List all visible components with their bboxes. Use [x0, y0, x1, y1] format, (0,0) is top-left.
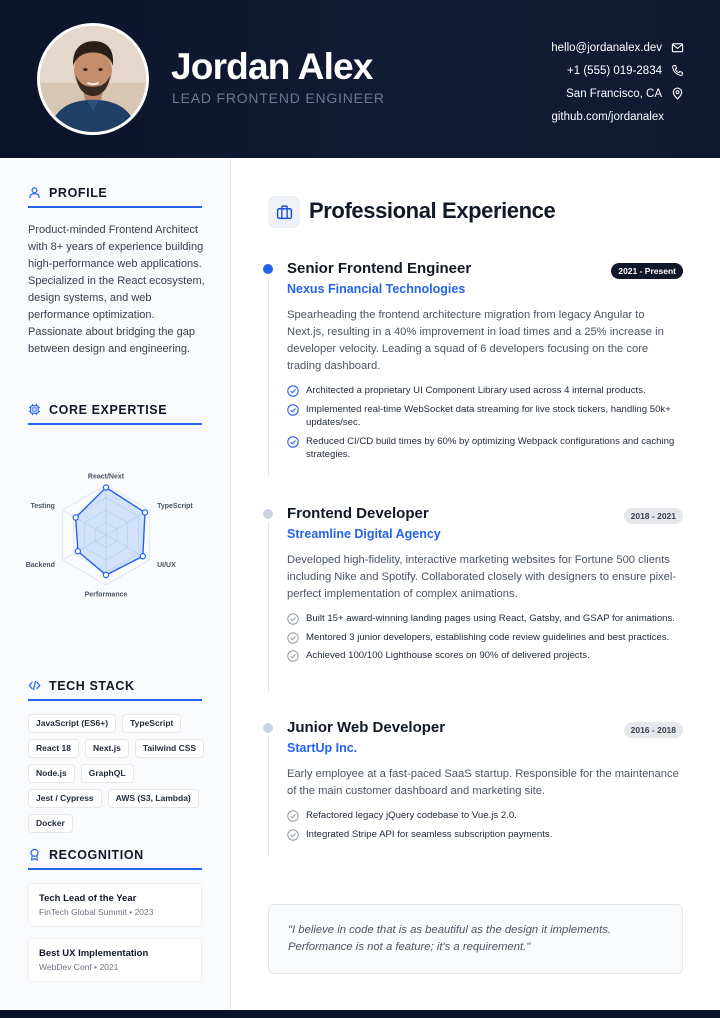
profile-title: PROFILE: [49, 186, 108, 200]
personal-quote: "I believe in code that is as beautiful as the design it implements. Performance is not a feature; it's a requirement.": [268, 904, 683, 974]
check-circle-icon: [287, 829, 299, 841]
briefcase-icon: [268, 196, 300, 228]
contact-github[interactable]: [551, 105, 684, 128]
job-description: Developed high-fidelity, interactive marketing websites for Fortune 500 clients including Nike and Spotify. Collaborated closely with designers to ensure pixel-perfect implementation of complex animations.: [287, 554, 677, 600]
award-title: Best UX Implementation: [39, 948, 149, 959]
radar-data-point: [73, 515, 78, 520]
timeline-dot-active: [263, 264, 273, 274]
achievement-text: Refactored legacy jQuery codebase to Vue.js 2.0.: [306, 810, 517, 821]
chip-icon: [28, 403, 41, 416]
achievement-text: Architected a proprietary UI Component Library used across 4 internal products.: [306, 385, 646, 396]
job-description: Early employee at a fast-paced SaaS startup. Responsible for the maintenance of the main customer dashboard and marketing site.: [287, 768, 679, 797]
check-circle-icon: [287, 404, 299, 416]
achievement-item: [287, 435, 687, 462]
achievement-item: [287, 809, 687, 823]
recognition-heading: [28, 848, 202, 870]
contact-phone[interactable]: [551, 59, 684, 82]
job-title: Senior Frontend Engineer: [287, 260, 472, 277]
date-badge: 2018 - 2021: [624, 508, 683, 524]
achievement-text: Built 15+ award-winning landing pages using React, Gatsby, and GSAP for animations.: [306, 613, 675, 624]
check-circle-icon: [287, 810, 299, 822]
radar-data-point: [75, 549, 80, 554]
achievement-list: [287, 612, 687, 668]
award-card: [28, 938, 202, 982]
award-subtitle: WebDev Conf • 2021: [39, 962, 119, 972]
check-circle-icon: [287, 385, 299, 397]
tech-chip: TypeScript: [122, 714, 181, 733]
achievement-list: [287, 809, 687, 846]
tech-chip: AWS (S3, Lambda): [108, 789, 199, 808]
expertise-title: CORE EXPERTISE: [49, 403, 168, 417]
achievement-text: Reduced CI/CD build times by 60% by optimizing Webpack configurations and caching strategies.: [306, 435, 675, 460]
expertise-radar-chart: [20, 470, 210, 600]
radar-data-point: [142, 510, 147, 515]
radar-axis-label: Testing: [30, 503, 55, 510]
code-icon: [28, 679, 41, 692]
date-badge: 2021 - Present: [611, 263, 683, 279]
avatar-portrait: [40, 26, 146, 132]
achievement-item: [287, 384, 687, 398]
company-name: Streamline Digital Agency: [287, 527, 441, 541]
radar-data-point: [103, 572, 108, 577]
radar-axis-label: React/Next: [87, 473, 125, 481]
phone-text[interactable]: +1 (555) 019-2834: [567, 64, 662, 77]
check-circle-icon: [287, 613, 299, 625]
candidate-name: Jordan Alex: [171, 46, 373, 87]
radar-axis-label: Backend: [25, 562, 55, 569]
achievement-item: [287, 631, 687, 645]
contact-list: [551, 36, 684, 128]
location-icon: [671, 87, 684, 100]
date-badge: 2016 - 2018: [624, 722, 683, 738]
tech-chip: GraphQL: [81, 764, 134, 783]
tech-heading: [28, 679, 202, 701]
mail-icon: [671, 41, 684, 54]
tech-chip: JavaScript (ES6+): [28, 714, 116, 733]
tech-chip: Tailwind CSS: [135, 739, 204, 758]
achievement-text: Achieved 100/100 Lighthouse scores on 90% of delivered projects.: [306, 650, 590, 661]
contact-location: [551, 82, 684, 105]
contact-email[interactable]: [551, 36, 684, 59]
candidate-role: LEAD FRONTEND ENGINEER: [172, 90, 385, 106]
phone-icon: [671, 64, 684, 77]
job-description: Spearheading the frontend architecture migration from legacy Angular to Next.js, resulting in a 40% improvement in load times and a 25% increase in developer velocity. Leading a squad of 6 developers focusing on the core trading dashboard.: [287, 309, 664, 372]
award-title: Tech Lead of the Year: [39, 893, 137, 904]
check-circle-icon: [287, 650, 299, 662]
achievement-item: [287, 828, 687, 842]
footer-bar: [0, 1010, 720, 1018]
experience-title: Professional Experience: [309, 198, 556, 223]
tech-chip: Docker: [28, 814, 73, 833]
radar-axis-label: UI/UX: [157, 562, 176, 569]
check-circle-icon: [287, 436, 299, 448]
timeline-line: [268, 736, 269, 856]
achievement-text: Mentored 3 junior developers, establishing code review guidelines and best practices.: [306, 631, 670, 643]
profile-heading: [28, 186, 202, 208]
achievement-text: Integrated Stripe API for seamless subscription payments.: [306, 828, 553, 840]
expertise-heading: [28, 403, 202, 425]
check-circle-icon: [287, 632, 299, 644]
timeline-dot: [263, 509, 273, 519]
radar-data-point: [103, 485, 108, 490]
radar-axis-label: TypeScript: [157, 503, 193, 510]
timeline-line: [268, 278, 269, 476]
medal-icon: [28, 848, 41, 861]
tech-chip-list: [28, 714, 208, 833]
radar-data-point: [140, 554, 145, 559]
achievement-item: [287, 612, 687, 626]
avatar: [37, 23, 149, 135]
tech-chip: Next.js: [85, 739, 129, 758]
timeline-line: [268, 522, 269, 692]
company-name: Nexus Financial Technologies: [287, 282, 466, 296]
award-card: [28, 883, 202, 927]
recognition-title: RECOGNITION: [49, 848, 144, 862]
achievement-list: [287, 384, 687, 467]
radar-data-area: [76, 488, 145, 576]
job-title: Junior Web Developer: [287, 719, 446, 736]
email-text[interactable]: hello@jordanalex.dev: [551, 41, 662, 54]
award-subtitle: FinTech Global Summit • 2023: [39, 907, 154, 917]
company-name: StartUp Inc.: [287, 741, 358, 755]
profile-summary: Product-minded Frontend Architect with 8+ years of experience building high-performance web applications. Specialized in the React ecosystem, design systems, and web performance optimization. Passionate about bridging the gap between design and engineering.: [28, 224, 205, 355]
tech-chip: React 18: [28, 739, 79, 758]
job-title: Frontend Developer: [287, 505, 429, 522]
timeline-dot: [263, 723, 273, 733]
achievement-text: Implemented real-time WebSocket data streaming for live stock tickers, handling 50k+ updates/sec.: [306, 403, 671, 428]
tech-chip: Jest / Cypress: [28, 789, 102, 808]
location-text: San Francisco, CA: [566, 87, 662, 100]
achievement-item: [287, 649, 687, 663]
resume-header: [0, 0, 720, 158]
tech-title: TECH STACK: [49, 679, 135, 693]
tech-chip: Node.js: [28, 764, 75, 783]
achievement-item: [287, 403, 687, 430]
github-text[interactable]: github.com/jordanalex: [551, 110, 664, 123]
radar-axis-label: Performance: [84, 591, 128, 599]
user-icon: [28, 186, 41, 199]
